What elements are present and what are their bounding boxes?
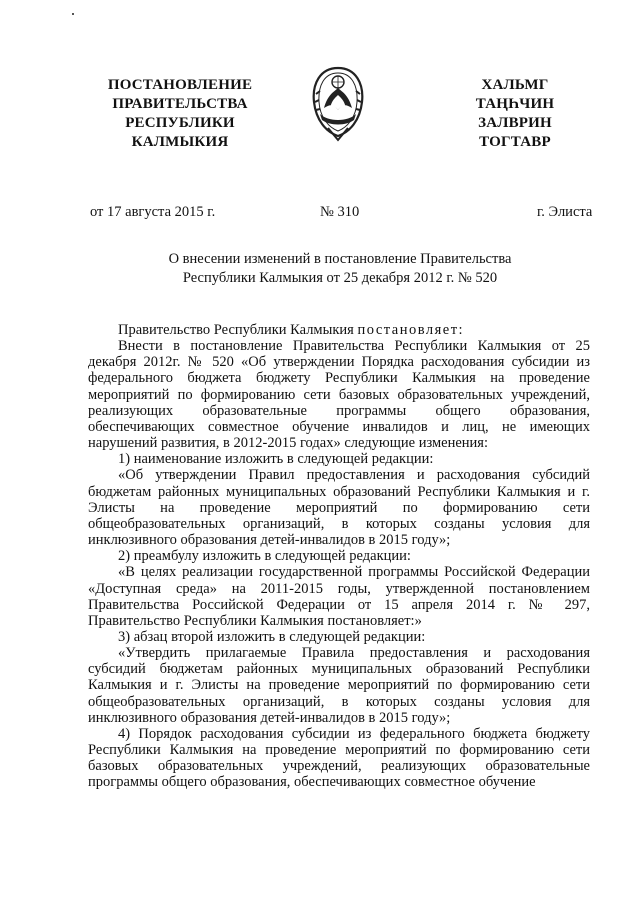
paragraph: 1) наименование изложить в следующей редакции: — [118, 451, 434, 468]
paragraph: 3) абзац второй изложить в следующей редакции: — [118, 628, 426, 645]
paragraph: Внести в постановление Правительства Республики Калмыкия от 25 декабря 2012г. № 520 «Об утверждении Порядка расходования субсидии из федерального бюджета бюджету Республики Калмыкия на проведение мероприятий по формированию сети базовых образовательных учреждений, реализующих образовательные программы общего образования, обеспечивающих совместное обучение инвалидов и лиц, не имеющих нарушений развития, в 2012-2015 годах» следующие изменения: — [88, 338, 590, 452]
header-left-line: РЕСПУБЛИКИ — [125, 115, 235, 131]
paragraph: «Об утверждении Правил предоставления и расходования субсидий бюджетам районных муниципальных образований Республики Калмыкия и г. Элисты на проведение мероприятий по формированию сети общеобразовательных организаций, в которых созданы условия для инклюзивного образования детей-инвалидов в 2015 году»; — [88, 467, 590, 549]
paragraph: «В целях реализации государственной программы Российской Федерации «Доступная среда» на 2011-2015 годы, утвержденной постановлением Правительства Российской Федерации от 15 апреля 2014 г. № 297, Правительство Республики Калмыкия постановляет:» — [88, 564, 590, 629]
document-city: г. Элиста — [537, 204, 593, 220]
header-right-line: ТОГТАВР — [479, 134, 551, 150]
header-left-line: ПРАВИТЕЛЬСТВА — [112, 96, 248, 112]
intro-paragraph — [88, 322, 590, 338]
header-right-line: ЗАЛВРИН — [478, 115, 552, 131]
header-right-line: ТАҢҺЧИН — [475, 96, 555, 112]
paragraph: «Утвердить прилагаемые Правила предоставления и расходования субсидий бюджетам районных муниципальных образований Республики Калмыкия и г. Элисты на проведение мероприятий по формированию сети общеобразовательных организаций, в которых созданы условия для инклюзивного образования детей-инвалидов в 2015 году»; — [88, 645, 590, 726]
intro-text: Правительство Республики Калмыкия — [118, 322, 358, 338]
header-left-line: КАЛМЫКИЯ — [131, 134, 229, 150]
intro-verb: постановляет: — [357, 322, 465, 338]
document-date: от 17 августа 2015 г. — [90, 204, 216, 220]
title-line: О внесении изменений в постановление Правительства — [168, 251, 512, 267]
paragraph: 4) Порядок расходования субсидии из федерального бюджета бюджету Республики Калмыкия на проведение мероприятий по формированию сети базовых образовательных учреждений, реализующих образовательные программы общего образования, обеспечивающих совместное обучение — [88, 725, 590, 791]
title-line: Республики Калмыкия от 25 декабря 2012 г. № 520 — [182, 270, 498, 286]
document-title — [90, 250, 590, 288]
coat-of-arms-emblem — [306, 64, 370, 142]
document-number: № 310 — [320, 204, 360, 220]
header-right-line: ХАЛЬМГ — [481, 77, 549, 93]
header-right-kalmyk — [455, 76, 575, 152]
paragraph: 2) преамбулу изложить в следующей редакции: — [118, 548, 411, 565]
header-left-line: ПОСТАНОВЛЕНИЕ — [107, 77, 253, 93]
header-left-russian — [95, 76, 265, 152]
document-body — [88, 322, 590, 791]
scan-speck — [72, 13, 74, 15]
